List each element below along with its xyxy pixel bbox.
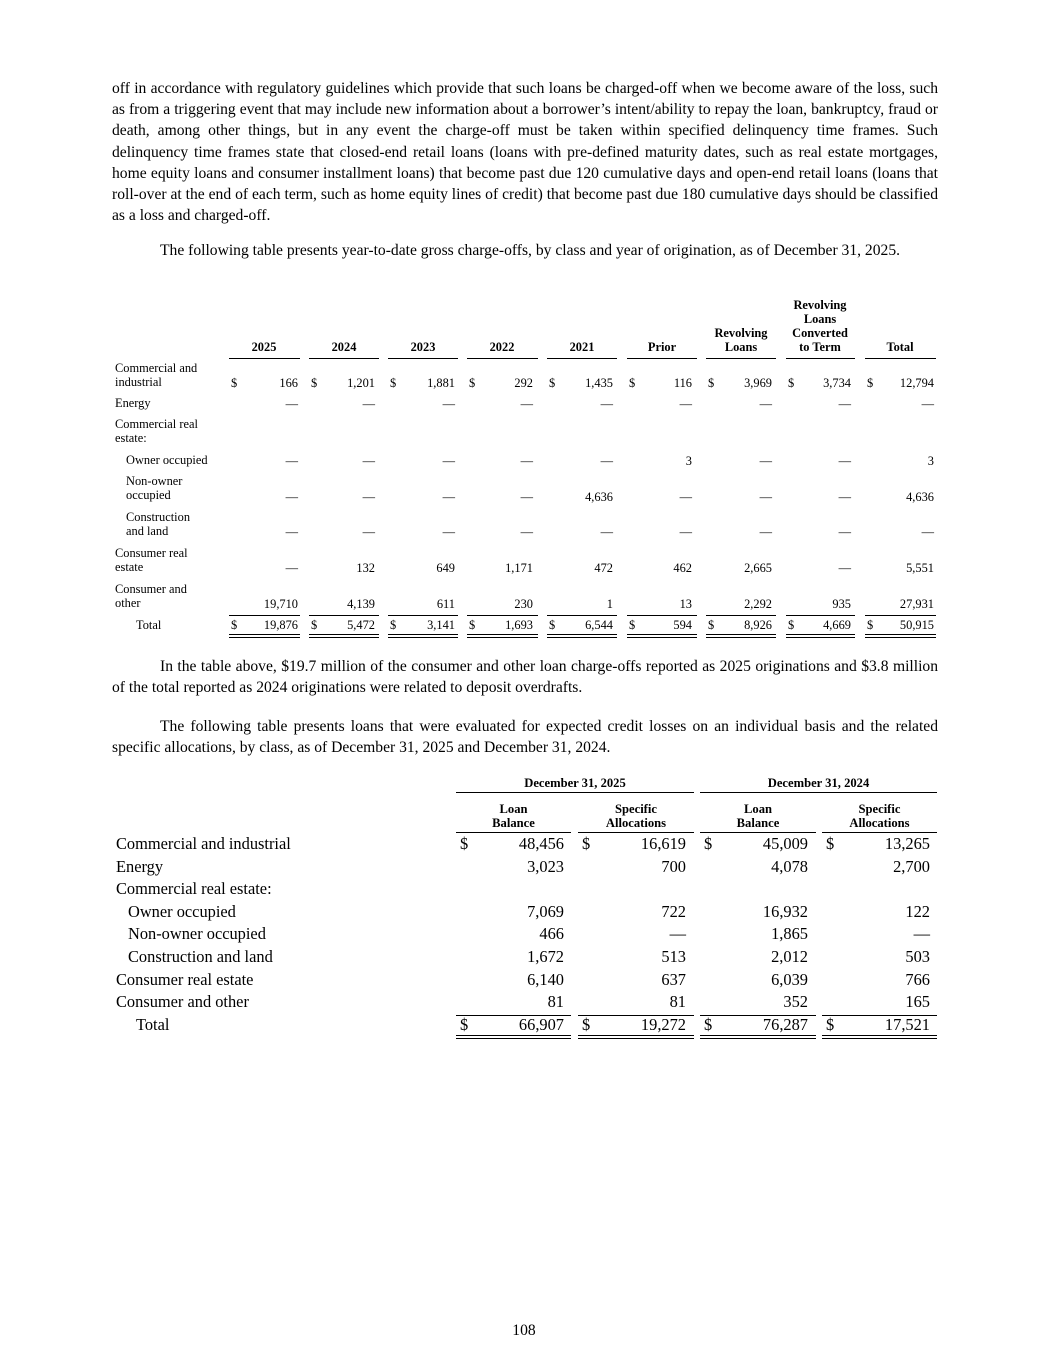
col-header-underline [578, 832, 694, 833]
currency-symbol: $ [549, 618, 556, 632]
value-cell: — [362, 397, 375, 411]
col-header-1 [578, 802, 694, 830]
col-header-line: Specific [858, 802, 901, 816]
row-label-line: estate [115, 560, 144, 574]
total-double-rule [700, 1035, 816, 1039]
value-cell: 13,265 [884, 834, 930, 853]
value-cell: 1,693 [505, 618, 533, 632]
value-cell: — [442, 490, 455, 504]
currency-symbol: $ [867, 618, 874, 632]
total-double-rule [865, 634, 936, 638]
value-cell: — [921, 397, 934, 411]
value-cell: 16,619 [640, 834, 686, 853]
col-header-line: Loans [803, 312, 837, 326]
col-header-line: 2023 [410, 340, 436, 354]
col-header-3 [457, 340, 547, 354]
value-cell: 1,201 [347, 376, 375, 390]
row-label [126, 453, 208, 467]
value-cell: 13 [679, 597, 692, 611]
value-cell: — [285, 490, 298, 504]
col-header-line: Prior [647, 340, 677, 354]
row-label-line: Commercial real [115, 417, 198, 431]
value-cell: 503 [905, 947, 930, 966]
value-cell: — [679, 525, 692, 539]
col-header-underline [229, 358, 300, 359]
row-label: Commercial real estate: [116, 879, 272, 898]
value-cell: — [759, 454, 772, 468]
col-header-2 [378, 340, 468, 354]
col-header-line: 2025 [251, 340, 277, 354]
col-header-underline [865, 358, 936, 359]
col-header-underline [309, 358, 379, 359]
col-header-line: Allocations [849, 816, 910, 830]
currency-symbol: $ [231, 376, 238, 390]
col-header-underline [786, 358, 855, 359]
value-cell: — [838, 454, 851, 468]
total-double-rule [786, 634, 855, 638]
value-cell: 2,700 [893, 857, 930, 876]
currency-symbol: $ [469, 618, 476, 632]
subtotal-rule [467, 615, 538, 616]
col-header-line: Specific [615, 802, 657, 816]
value-cell: 116 [673, 376, 692, 390]
col-header-line: 2021 [569, 340, 595, 354]
row-label-line: industrial [115, 375, 162, 389]
value-cell: — [759, 525, 772, 539]
value-cell: 5,551 [906, 561, 934, 575]
value-cell: 2,012 [771, 947, 808, 966]
value-cell: 66,907 [518, 1015, 564, 1034]
total-double-rule [229, 634, 300, 638]
value-cell: 19,710 [263, 597, 298, 611]
value-cell: 352 [783, 992, 808, 1011]
col-header-line: Loan [499, 802, 528, 816]
value-cell: 166 [279, 376, 298, 390]
currency-symbol: $ [311, 618, 318, 632]
col-header-0 [219, 340, 309, 354]
currency-symbol: $ [826, 834, 835, 853]
row-label: Total [136, 1015, 170, 1034]
col-header-7 [775, 298, 865, 354]
col-header-underline [627, 358, 697, 359]
value-cell: 4,669 [823, 618, 851, 632]
value-cell: 4,636 [906, 490, 934, 504]
value-cell: — [600, 525, 613, 539]
value-cell: 48,456 [518, 834, 564, 853]
paragraph-table1-intro: The following table presents year-to-date gross charge-offs, by class and year of origination, as of December 31, 2025. [160, 242, 901, 259]
row-label-line: and land [126, 524, 169, 538]
value-cell: — [921, 525, 934, 539]
subtotal-rule [706, 615, 776, 616]
currency-symbol: $ [788, 618, 795, 632]
value-cell: — [600, 397, 613, 411]
value-cell: — [679, 397, 692, 411]
col-header-underline [706, 358, 776, 359]
value-cell: 766 [905, 970, 930, 989]
col-header-line: Total [886, 340, 914, 354]
value-cell: — [362, 525, 375, 539]
col-header-3 [822, 802, 937, 830]
value-cell: — [285, 397, 298, 411]
value-cell: — [838, 561, 851, 575]
row-label: Consumer real estate [116, 970, 254, 989]
value-cell: 466 [539, 924, 564, 943]
value-cell: 462 [673, 561, 692, 575]
col-header-6 [696, 326, 786, 354]
row-label-line: Construction [126, 510, 191, 524]
value-cell: 1,865 [771, 924, 808, 943]
value-cell: 594 [673, 618, 692, 632]
subtotal-rule [388, 615, 458, 616]
value-cell: — [838, 525, 851, 539]
row-label: Non-owner occupied [128, 924, 266, 943]
col-header-line: to Term [799, 340, 841, 354]
value-cell: 6,140 [527, 970, 564, 989]
value-cell: 722 [661, 902, 686, 921]
value-cell: 3 [927, 454, 934, 468]
currency-symbol: $ [629, 376, 636, 390]
row-label [115, 582, 187, 610]
value-cell: 1,881 [427, 376, 455, 390]
col-header-2 [700, 802, 816, 830]
row-label [126, 510, 190, 538]
value-cell: — [838, 490, 851, 504]
value-cell: 4,139 [347, 597, 375, 611]
value-cell: 292 [514, 376, 533, 390]
col-header-line: Revolving [793, 298, 847, 312]
row-label: Commercial and industrial [116, 834, 291, 853]
value-cell: 3,023 [527, 857, 564, 876]
value-cell: 3,969 [744, 376, 772, 390]
value-cell: 165 [905, 992, 930, 1011]
value-cell: — [362, 490, 375, 504]
row-label: Consumer and other [116, 992, 249, 1011]
total-double-rule [578, 1035, 694, 1039]
row-label [136, 618, 161, 632]
group-header-underline [700, 792, 937, 793]
col-header-line: Converted [792, 326, 848, 340]
col-header-5 [617, 340, 707, 354]
col-header-line: Revolving [714, 326, 768, 340]
currency-symbol: $ [629, 618, 636, 632]
col-header-1 [299, 340, 389, 354]
value-cell: 81 [669, 992, 686, 1011]
row-label-line: Owner occupied [126, 453, 208, 467]
row-label-line: Consumer and [115, 582, 187, 596]
value-cell: 1,171 [505, 561, 533, 575]
value-cell: 45,009 [762, 834, 808, 853]
value-cell: — [285, 561, 298, 575]
value-cell: 3 [685, 454, 692, 468]
value-cell: 7,069 [527, 902, 564, 921]
paragraph-chargeoff-policy: off in accordance with regulatory guidelines which provide that such loans be charged-off when we become aware of the loss, such as from a triggering event that may include new information about a borrower’s intent/ability to repay the loan, bankruptcy, fraud or death, among other things, but in any event the charge-off must be taken within specified delinquency time frames. Such delinquency time frames state that closed-end retail loans (loans with pre-defined maturity dates, such as real estate mortgages, home equity loans and consumer installment loans) that become past due 120 cumulative days and open-end retail loans (loans that roll-over at the end of each term, such as home equity lines of credit) that become past due 180 cumulative days should be classified as a loss and charged-off. [112, 80, 938, 225]
currency-symbol: $ [826, 1015, 835, 1034]
currency-symbol: $ [708, 618, 715, 632]
currency-symbol: $ [469, 376, 476, 390]
subtotal-rule [547, 615, 617, 616]
col-header-line: Loan [744, 802, 772, 816]
currency-symbol: $ [704, 834, 713, 853]
value-cell: 4,078 [771, 857, 808, 876]
group-header-underline [456, 792, 694, 793]
total-double-rule [456, 1035, 571, 1039]
row-label [115, 546, 188, 574]
value-cell: 19,272 [640, 1015, 686, 1034]
row-label: Owner occupied [128, 902, 236, 921]
value-cell: 513 [661, 947, 686, 966]
value-cell: — [679, 490, 692, 504]
value-cell: 2,665 [744, 561, 772, 575]
col-header-underline [456, 832, 571, 833]
value-cell: 230 [514, 597, 533, 611]
subtotal-rule [309, 615, 379, 616]
value-cell: 19,876 [263, 618, 298, 632]
currency-symbol: $ [460, 834, 469, 853]
row-label-line: estate: [115, 431, 147, 445]
total-double-rule [309, 634, 379, 638]
subtotal-rule [786, 615, 855, 616]
subtotal-rule [627, 615, 697, 616]
col-header-line: 2022 [489, 340, 515, 354]
total-double-rule [706, 634, 776, 638]
value-cell: 472 [594, 561, 613, 575]
row-label-line: Total [136, 618, 162, 632]
value-cell: 50,915 [899, 618, 934, 632]
value-cell: 27,931 [899, 597, 934, 611]
value-cell: — [442, 397, 455, 411]
paragraph-overdrafts-note: In the table above, $19.7 million of the consumer and other loan charge-offs reported as 2025 originations and $3.8 million of the total reported as 2024 originations were related to deposit overdrafts. [112, 658, 938, 697]
value-cell: 1,435 [585, 376, 613, 390]
row-label: Energy [116, 857, 164, 876]
row-label: Construction and land [128, 947, 273, 966]
value-cell: 122 [905, 902, 930, 921]
value-cell: — [520, 525, 533, 539]
value-cell: 6,544 [585, 618, 613, 632]
row-label-line: occupied [126, 488, 171, 502]
subtotal-rule [229, 615, 300, 616]
currency-symbol: $ [788, 376, 795, 390]
value-cell: 5,472 [347, 618, 375, 632]
value-cell: — [285, 525, 298, 539]
value-cell: 1,672 [527, 947, 564, 966]
value-cell: 935 [832, 597, 851, 611]
value-cell: 132 [356, 561, 375, 575]
value-cell: 6,039 [771, 970, 808, 989]
group-header-1: December 31, 2024 [767, 776, 870, 790]
value-cell: 637 [661, 970, 686, 989]
currency-symbol: $ [390, 618, 397, 632]
value-cell: — [285, 454, 298, 468]
row-label-line: Energy [115, 396, 151, 410]
col-header-line: Loans [724, 340, 758, 354]
total-double-rule [627, 634, 697, 638]
value-cell: — [520, 490, 533, 504]
value-cell: — [442, 454, 455, 468]
value-cell: — [838, 397, 851, 411]
row-label-line: Commercial and [115, 361, 198, 375]
col-header-underline [822, 832, 937, 833]
col-header-underline [700, 832, 816, 833]
col-header-line: 2024 [331, 340, 357, 354]
value-cell: 649 [436, 561, 455, 575]
value-cell: 12,794 [899, 376, 934, 390]
col-header-underline [467, 358, 538, 359]
col-header-line: Balance [492, 816, 535, 830]
currency-symbol: $ [311, 376, 318, 390]
currency-symbol: $ [460, 1015, 469, 1034]
value-cell: 17,521 [884, 1015, 930, 1034]
value-cell: 700 [661, 857, 686, 876]
value-cell: — [759, 490, 772, 504]
value-cell: — [362, 454, 375, 468]
value-cell: 2,292 [744, 597, 772, 611]
subtotal-rule [865, 615, 936, 616]
value-cell: — [600, 454, 613, 468]
col-header-8 [855, 340, 945, 354]
value-cell: 76,287 [762, 1015, 808, 1034]
value-cell: — [520, 454, 533, 468]
col-header-underline [388, 358, 458, 359]
value-cell: 81 [547, 992, 564, 1011]
paragraph-table2-intro: The following table presents loans that were evaluated for expected credit losses on an individual basis and the related specific allocations, by class, as of December 31, 2025 and December 31, 2024. [112, 718, 938, 757]
currency-symbol: $ [704, 1015, 713, 1034]
col-header-0 [456, 802, 571, 830]
value-cell: — [759, 397, 772, 411]
row-label-line: Consumer real [115, 546, 188, 560]
currency-symbol: $ [867, 376, 874, 390]
row-label-line: other [115, 596, 141, 610]
currency-symbol: $ [390, 376, 397, 390]
value-cell: — [442, 525, 455, 539]
row-label [115, 396, 151, 410]
row-label-line: Non-owner [126, 474, 183, 488]
row-label [126, 474, 182, 502]
total-double-rule [547, 634, 617, 638]
total-double-rule [467, 634, 538, 638]
currency-symbol: $ [549, 376, 556, 390]
page-number: 108 [512, 1322, 536, 1339]
row-label [115, 417, 198, 445]
value-cell: 611 [436, 597, 455, 611]
value-cell: 8,926 [744, 618, 772, 632]
value-cell: 3,141 [427, 618, 455, 632]
value-cell: — [913, 924, 930, 943]
col-header-line: Allocations [605, 816, 667, 830]
value-cell: 1 [606, 597, 613, 611]
value-cell: 4,636 [585, 490, 613, 504]
total-double-rule [822, 1035, 937, 1039]
currency-symbol: $ [231, 618, 238, 632]
col-header-underline [547, 358, 617, 359]
currency-symbol: $ [582, 834, 591, 853]
row-label [115, 361, 197, 389]
value-cell: 16,932 [762, 902, 808, 921]
currency-symbol: $ [708, 376, 715, 390]
value-cell: 3,734 [823, 376, 851, 390]
group-header-0: December 31, 2025 [524, 776, 626, 790]
currency-symbol: $ [582, 1015, 591, 1034]
value-cell: — [669, 924, 686, 943]
value-cell: — [520, 397, 533, 411]
total-double-rule [388, 634, 458, 638]
col-header-4 [537, 340, 627, 354]
col-header-line: Balance [736, 816, 780, 830]
